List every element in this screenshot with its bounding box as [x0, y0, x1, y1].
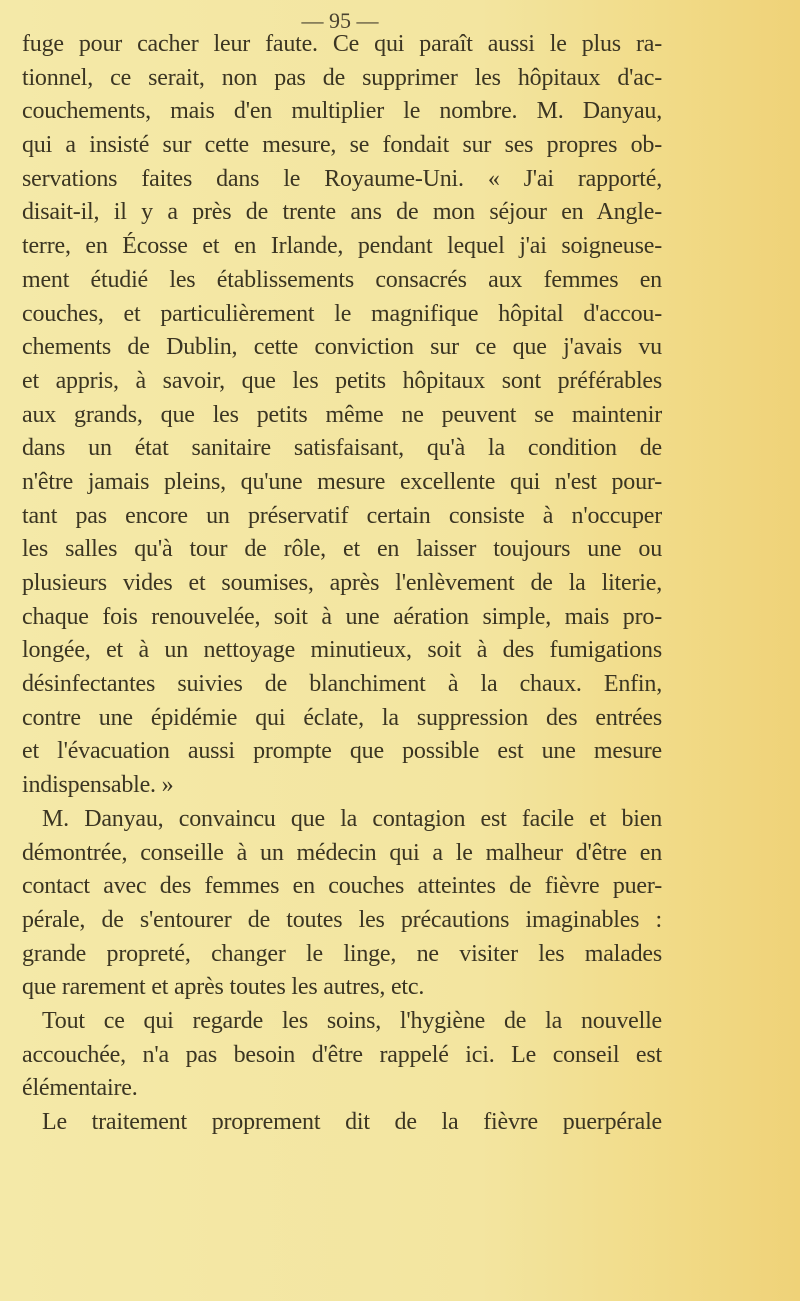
- text-line: et appris, à savoir, que les petits hôpitaux sont préférables: [22, 367, 662, 394]
- text-line: contre une épidémie qui éclate, la suppression des entrées: [22, 704, 662, 731]
- text-line: tant pas encore un préservatif certain consiste à n'occuper: [22, 502, 662, 529]
- text-line: fuge pour cacher leur faute. Ce qui paraît aussi le plus ra-: [22, 31, 662, 57]
- text-line: ment étudié les établissements consacrés aux femmes en: [22, 266, 662, 293]
- text-line: qui a insisté sur cette mesure, se fondait sur ses propres ob-: [22, 132, 662, 159]
- text-line: élémentaire.: [22, 1075, 138, 1102]
- text-line: que rarement et après toutes les autres, etc.: [22, 974, 425, 1001]
- text-line: plusieurs vides et soumises, après l'enlèvement de la literie,: [22, 570, 662, 596]
- text-line: chements de Dublin, cette conviction sur ce que j'avais vu: [22, 334, 662, 361]
- text-line: et l'évacuation aussi prompte que possible est une mesure: [22, 738, 662, 765]
- text-line: Tout ce qui regarde les soins, l'hygiène de la nouvelle: [42, 1007, 662, 1034]
- text-line: pérale, de s'entourer de toutes les précautions imaginables :: [22, 906, 662, 933]
- text-line: chaque fois renouvelée, soit à une aération simple, mais pro-: [22, 603, 662, 630]
- text-line: tionnel, ce serait, non pas de supprimer les hôpitaux d'ac-: [22, 64, 662, 91]
- text-line: accouchée, n'a pas besoin d'être rappelé ici. Le conseil est: [22, 1041, 662, 1068]
- text-line: servations faites dans le Royaume-Uni. « J'ai rapporté,: [22, 165, 662, 192]
- text-line: n'être jamais pleins, qu'une mesure excellente qui n'est pour-: [22, 468, 662, 495]
- text-line: disait-il, il y a près de trente ans de mon séjour en Angle-: [22, 199, 662, 226]
- page-number: — 95 —: [301, 8, 379, 33]
- page-text: [22, 28, 662, 1140]
- text-line: démontrée, conseille à un médecin qui a le malheur d'être en: [22, 839, 662, 866]
- text-line: indispensable. »: [22, 772, 174, 799]
- text-line: dans un état sanitaire satisfaisant, qu'à la condition de: [22, 435, 662, 462]
- text-line: les salles qu'à tour de rôle, et en laisser toujours une ou: [22, 536, 662, 563]
- text-line: couches, et particulièrement le magnifique hôpital d'accou-: [22, 300, 662, 327]
- text-line: longée, et à un nettoyage minutieux, soit à des fumigations: [22, 637, 662, 664]
- text-line: M. Danyau, convaincu que la contagion est facile et bien: [42, 805, 662, 832]
- text-line: grande propreté, changer le linge, ne visiter les malades: [22, 940, 662, 967]
- text-line: contact avec des femmes en couches atteintes de fièvre puer-: [22, 873, 662, 900]
- text-line: Le traitement proprement dit de la fièvre puerpérale: [42, 1109, 662, 1135]
- text-line: terre, en Écosse et en Irlande, pendant lequel j'ai soigneuse-: [22, 233, 662, 260]
- text-line: désinfectantes suivies de blanchiment à la chaux. Enfin,: [22, 671, 662, 698]
- text-line: couchements, mais d'en multiplier le nombre. M. Danyau,: [22, 98, 662, 125]
- text-line: aux grands, que les petits même ne peuvent se maintenir: [22, 401, 662, 428]
